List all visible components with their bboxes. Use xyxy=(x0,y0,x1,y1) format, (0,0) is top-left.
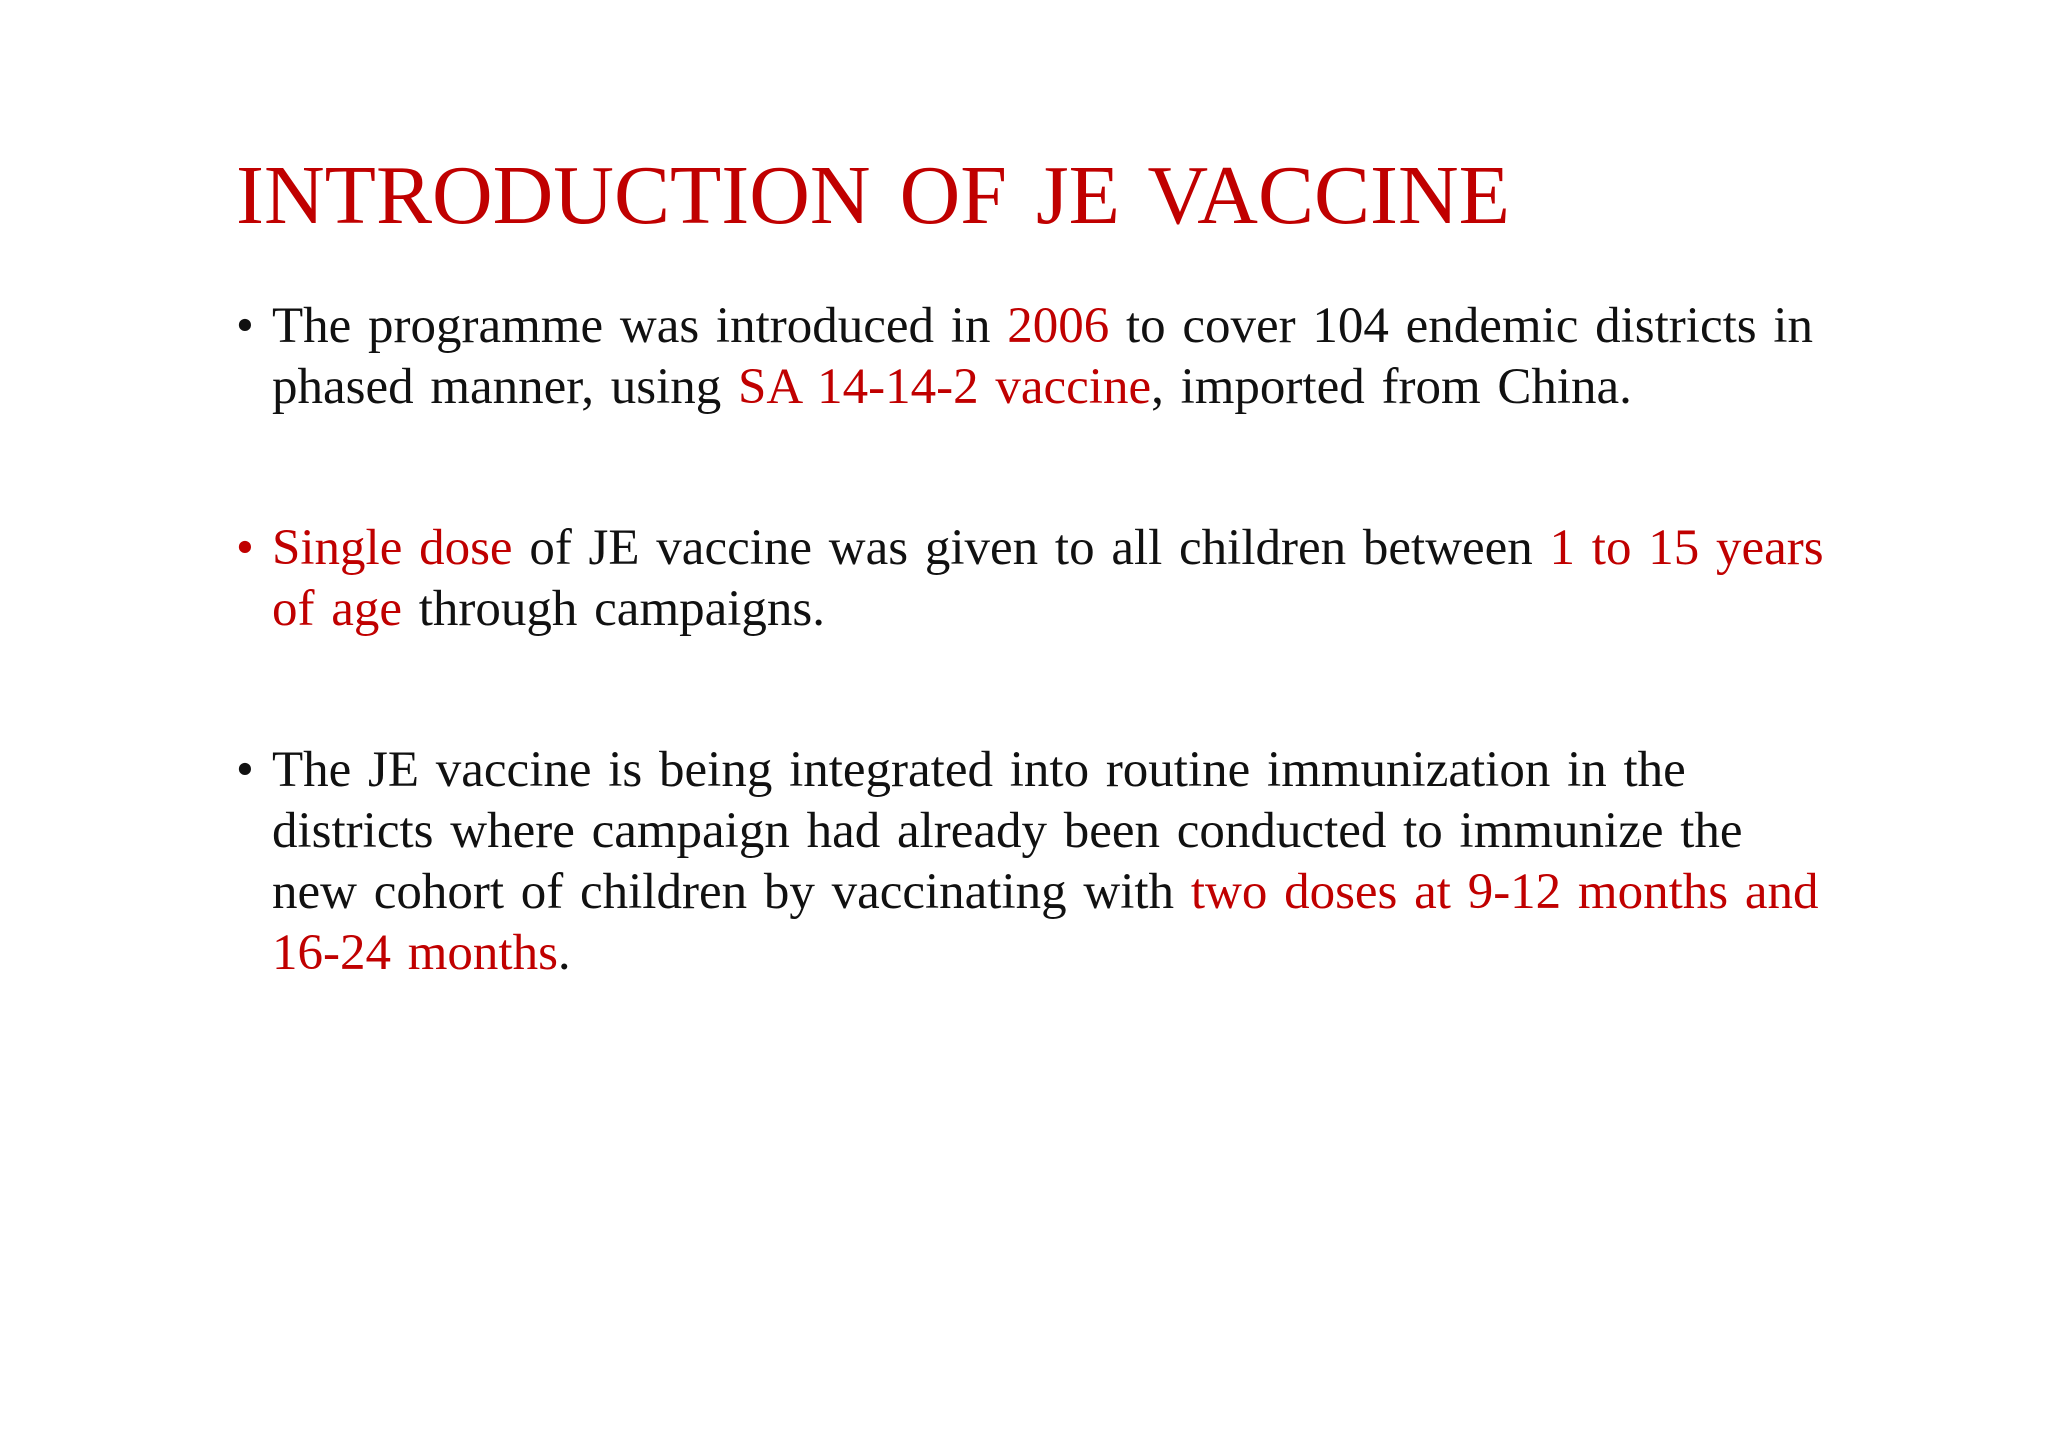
highlight-vaccine-strain: SA 14-14-2 vaccine xyxy=(738,359,1152,415)
bullet-item-programme-introduction xyxy=(236,296,1836,418)
bullet-text-segment: of JE vaccine was given to all children between xyxy=(512,520,1550,576)
bullet-item-routine-immunization xyxy=(236,740,1836,984)
bullet-marker: • xyxy=(236,742,254,798)
highlight-age-range: 1 to 15 years of age xyxy=(272,520,1824,637)
slide-title: INTRODUCTION OF JE VACCINE xyxy=(236,149,1510,242)
highlight-year-2006: 2006 xyxy=(1007,298,1110,354)
highlight-single-dose: Single dose xyxy=(272,520,513,576)
bullet-marker: • xyxy=(236,520,254,576)
bullet-list xyxy=(236,296,1836,984)
bullet-text-segment: . xyxy=(557,925,571,981)
bullet-item-single-dose-campaign xyxy=(236,518,1836,640)
bullet-text-segment: to cover 104 endemic districts in phased manner, using xyxy=(272,298,1814,415)
bullet-text-segment: The JE vaccine is being integrated into routine immunization in the districts where campaign had already been conducted to immunize the new cohort of children by vaccinating with xyxy=(272,742,1743,920)
bullet-text-segment: through campaigns. xyxy=(402,581,826,637)
highlight-dose-schedule: two doses at 9-12 months and 16-24 months xyxy=(272,864,1819,981)
bullet-text-segment: The programme was introduced in xyxy=(272,298,1008,354)
bullet-text-segment: , imported from China. xyxy=(1151,359,1632,415)
bullet-marker: • xyxy=(236,298,254,354)
